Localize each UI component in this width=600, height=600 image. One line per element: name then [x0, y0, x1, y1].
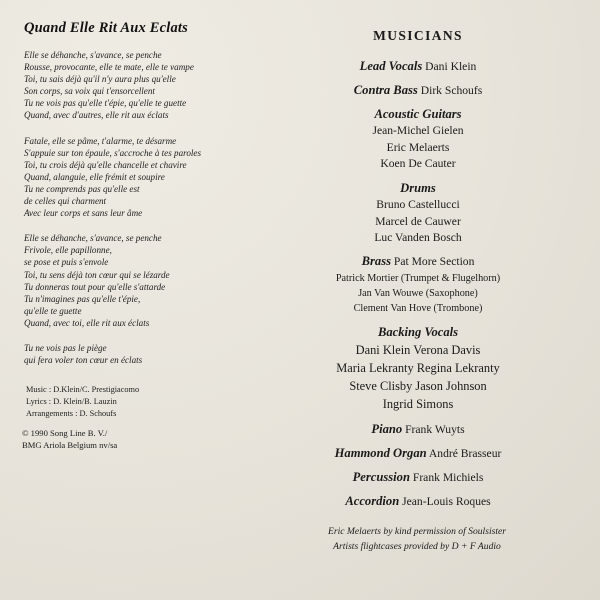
- role-label-backing-vocals: Backing Vocals: [377, 324, 459, 339]
- footnote: [254, 525, 580, 554]
- name-piano: Frank Wuyts: [405, 422, 465, 436]
- musician-name: Clement Van Hove (Trombone): [353, 303, 483, 314]
- musicians-heading: MUSICIANS: [373, 28, 463, 43]
- lyrics-line: Son corps, sa voix qui t'ensorcellent: [24, 86, 155, 97]
- credit-contra-bass: [260, 82, 576, 99]
- lyrics-line: S'appuie sur ton épaule, s'accroche à tes paroles: [24, 147, 201, 158]
- lyrics-line: Tu donneras tout pour qu'elle s'attarde: [24, 281, 166, 292]
- lyrics-line: Tu ne comprends pas qu'elle est: [24, 183, 140, 194]
- musician-name: Eric Melaerts: [386, 140, 450, 154]
- lyrics-line: Quand, avec toi, elle rit aux éclats: [24, 317, 150, 328]
- credit-arrangements: Arrangements : D. Schoufs: [26, 408, 117, 418]
- name-brass-section: Pat More Section: [393, 255, 475, 269]
- role-label-contra-bass: Contra Bass: [353, 83, 418, 97]
- names-acoustic-guitars: [260, 123, 576, 172]
- musician-name: Bruno Castellucci: [376, 198, 460, 212]
- lyrics-line: Rousse, provocante, elle te mate, elle te vampe: [24, 62, 194, 73]
- name-contra-bass: Dirk Schoufs: [420, 84, 483, 97]
- musician-name: Jan Van Wouwe (Saxophone): [358, 288, 478, 300]
- lyrics-line: Toi, tu sens déjà ton cœur qui se lézarde: [24, 269, 170, 280]
- role-label-drums: Drums: [400, 180, 436, 195]
- lyrics-line: Elle se déhanche, s'avance, se penche: [24, 50, 162, 60]
- credit-accordion: [260, 493, 576, 510]
- lyrics-line: qui fera voler ton cœur en éclats: [24, 355, 143, 366]
- role-label-hammond-organ: Hammond Organ: [334, 445, 427, 460]
- musician-name: Dani Klein Verona Davis: [355, 343, 481, 358]
- song-credits: [26, 384, 254, 419]
- lyrics-line: Avec leur corps et sans leur âme: [24, 208, 143, 219]
- role-label-lead-vocals: Lead Vocals: [359, 59, 423, 73]
- name-percussion: Frank Michiels: [412, 470, 484, 484]
- name-hammond-organ: André Brasseur: [428, 446, 502, 460]
- musician-name: Luc Vanden Bosch: [374, 230, 462, 244]
- lyrics-line: Tu ne vois pas le piège: [24, 342, 107, 353]
- credit-lead-vocals: [260, 58, 576, 75]
- lyrics-line: Tu n'imagines pas qu'elle t'épie,: [24, 293, 141, 304]
- lyrics-stanza: [24, 342, 254, 366]
- credit-hammond-organ: [260, 445, 576, 462]
- musician-name: Ingrid Simons: [382, 397, 454, 412]
- credit-percussion: [260, 469, 576, 486]
- copyright-line: BMG Ariola Belgium nv/sa: [22, 439, 118, 450]
- role-label-acoustic-guitars: Acoustic Guitars: [374, 107, 462, 121]
- lyrics-line: qu'elle te guette: [24, 305, 82, 316]
- lyrics-line: Toi, tu crois déjà qu'elle chancelle et chavire: [24, 159, 187, 170]
- role-label-percussion: Percussion: [352, 469, 410, 484]
- musician-name: Koen De Cauter: [380, 157, 456, 171]
- lyrics-line: Quand, alanguie, elle frémit et soupire: [24, 171, 165, 182]
- role-label-piano: Piano: [371, 421, 403, 436]
- credit-brass: [260, 253, 576, 270]
- copyright-line: © 1990 Song Line B. V./: [22, 427, 108, 438]
- names-brass-members: [260, 272, 576, 316]
- musician-name: Steve Clisby Jason Johnson: [349, 379, 487, 394]
- role-label-brass: Brass: [361, 254, 391, 269]
- musician-name: Jean-Michel Gielen: [372, 124, 464, 138]
- lyrics-line: se pose et puis s'envole: [24, 257, 109, 268]
- lyrics-stanza: [24, 49, 254, 122]
- lyrics-line: Frivole, elle papillonne,: [24, 245, 112, 256]
- lyrics-line: de celles qui charment: [24, 196, 107, 207]
- names-backing-vocals: [260, 341, 576, 413]
- lyrics-line: Toi, tu sais déjà qu'il n'y aura plus qu'elle: [24, 74, 176, 85]
- footnote-line: Artists flightcases provided by D + F Audio: [333, 540, 501, 552]
- lyrics-line: Fatale, elle se pâme, t'alarme, te désarme: [24, 135, 177, 146]
- musician-name: Maria Lekranty Regina Lekranty: [336, 361, 500, 376]
- credit-lyrics: Lyrics : D. Klein/B. Lauzin: [26, 396, 117, 406]
- lyrics-line: Elle se déhanche, s'avance, se penche: [24, 233, 162, 244]
- musicians-column: [254, 14, 590, 590]
- copyright-notice: [22, 427, 254, 452]
- lyrics-line: Tu ne vois pas qu'elle t'épie, qu'elle te guette: [24, 98, 187, 109]
- name-accordion: Jean-Louis Roques: [402, 494, 491, 508]
- song-title: Quand Elle Rit Aux Eclats: [24, 20, 188, 36]
- musician-name: Patrick Mortier (Trumpet & Flugelhorn): [335, 273, 501, 285]
- credit-piano: [260, 421, 576, 438]
- lyrics-stanza: [24, 232, 254, 329]
- lyrics-stanza: [24, 135, 254, 220]
- musician-name: Marcel de Cauwer: [375, 214, 461, 228]
- footnote-line: Eric Melaerts by kind permission of Soulsister: [328, 526, 506, 538]
- credit-music: Music : D.Klein/C. Prestigiacomo: [26, 385, 140, 395]
- lyrics-line: Quand, avec d'autres, elle rit aux éclats: [24, 110, 169, 121]
- name-lead-vocals: Dani Klein: [425, 60, 477, 73]
- lyrics-column: [22, 14, 254, 590]
- names-drums: [260, 197, 576, 246]
- role-label-accordion: Accordion: [345, 493, 400, 508]
